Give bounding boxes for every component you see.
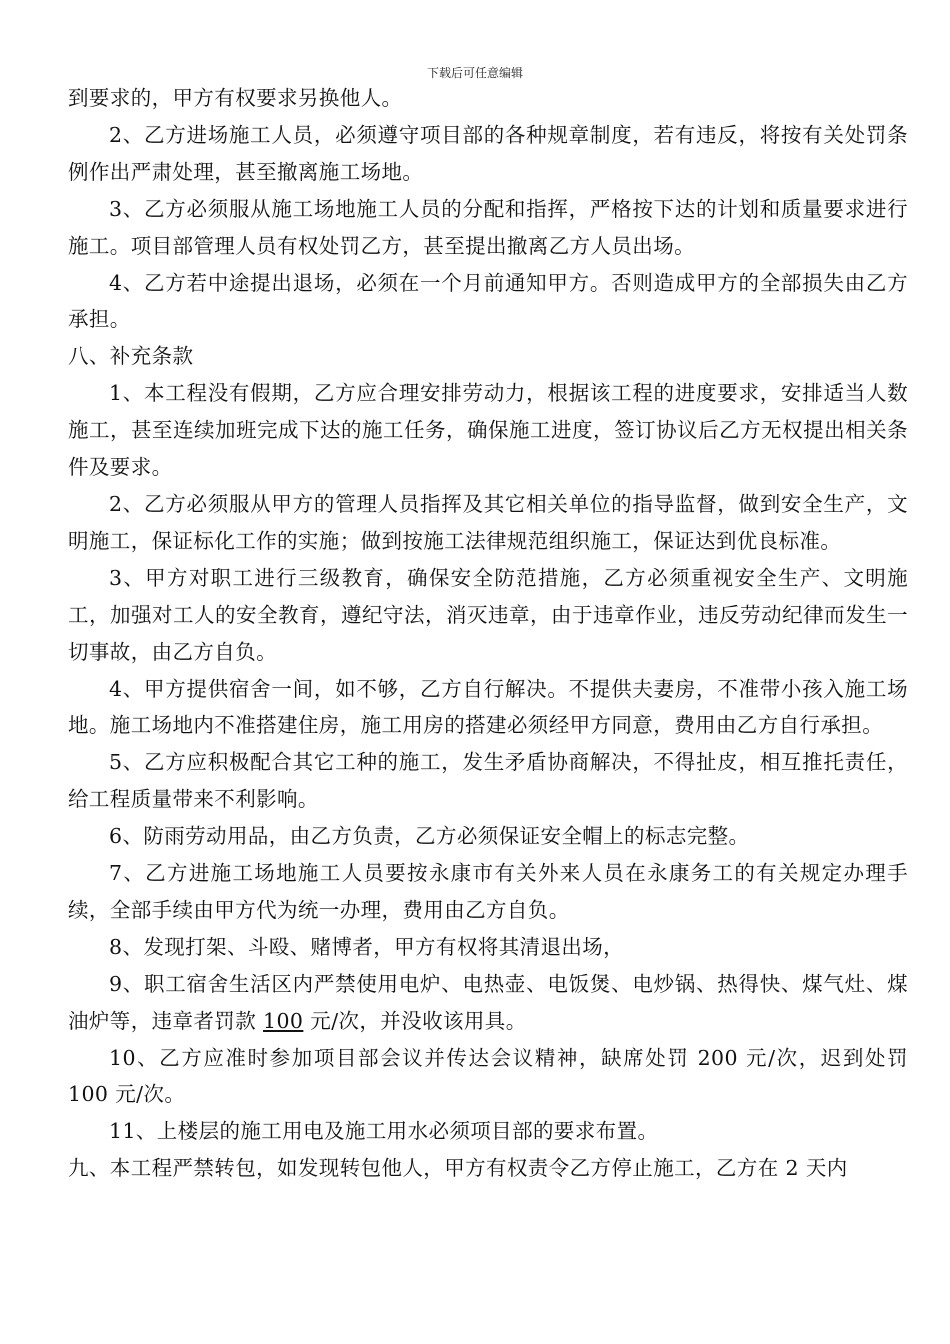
- paragraph: 10、乙方应准时参加项目部会议并传达会议精神，缺席处罚 200 元/次，迟到处罚 100 元/次。: [68, 1045, 908, 1107]
- paragraph: 4、甲方提供宿舍一间，如不够，乙方自行解决。不提供夫妻房，不准带小孩入施工场地。施工场地内不准搭建住房，施工用房的搭建必须经甲方同意，费用由乙方自行承担。: [68, 676, 908, 738]
- paragraph: 到要求的，甲方有权要求另换他人。: [68, 86, 403, 110]
- paragraph: 2、乙方进场施工人员，必须遵守项目部的各种规章制度，若有违反，将按有关处罚条例作出严肃处理，甚至撤离施工场地。: [68, 122, 908, 184]
- section-heading: 八、补充条款: [68, 344, 194, 369]
- fine-text-after: 元/次，并没收该用具。: [303, 1008, 527, 1033]
- fine-amount-underlined: 100: [263, 1008, 304, 1033]
- paragraph: 3、乙方必须服从施工场地施工人员的分配和指挥，严格按下达的计划和质量要求进行施工。项目部管理人员有权处罚乙方，甚至提出撤离乙方人员出场。: [68, 196, 908, 258]
- document-body: [68, 80, 908, 1187]
- paragraph: 8、发现打架、斗殴、赌博者，甲方有权将其清退出场，: [109, 934, 625, 959]
- section-heading: 九、本工程严禁转包，如发现转包他人，甲方有权责令乙方停止施工，乙方在 2 天内: [68, 1156, 848, 1181]
- paragraph: 6、防雨劳动用品，由乙方负责，乙方必须保证安全帽上的标志完整。: [109, 824, 750, 849]
- paragraph: 4、乙方若中途提出退场，必须在一个月前通知甲方。否则造成甲方的全部损失由乙方承担。: [68, 270, 908, 332]
- paragraph: 1、本工程没有假期，乙方应合理安排劳动力，根据该工程的进度要求，安排适当人数施工，甚至连续加班完成下达的施工任务，确保施工进度，签订协议后乙方无权提出相关条件及要求。: [68, 381, 908, 480]
- paragraph: 3、甲方对职工进行三级教育，确保安全防范措施，乙方必须重视安全生产、文明施工，加强对工人的安全教育，遵纪守法，消灭违章，由于违章作业，违反劳动纪律而发生一切事故，由乙方自负。: [68, 565, 908, 664]
- paragraph: 2、乙方必须服从甲方的管理人员指挥及其它相关单位的指导监督，做到安全生产，文明施工，保证标化工作的实施；做到按施工法律规范组织施工，保证达到优良标准。: [68, 491, 908, 553]
- fine-text-before: 9、职工宿舍生活区内严禁使用电炉、电热壶、电饭煲、电炒锅、热得快、煤气灶、煤油炉等，违章者罚款: [68, 971, 908, 1033]
- paragraph: 11、上楼层的施工用电及施工用水必须项目部的要求布置。: [109, 1119, 659, 1144]
- paragraph: 5、乙方应积极配合其它工种的施工，发生矛盾协商解决，不得扯皮，相互推托责任，给工程质量带来不利影响。: [68, 750, 908, 812]
- paragraph: 7、乙方进施工场地施工人员要按永康市有关外来人员在永康务工的有关规定办理手续，全部手续由甲方代为统一办理，费用由乙方自负。: [68, 861, 908, 922]
- header-note: 下载后可任意编辑: [426, 66, 523, 80]
- paragraph-fine: [68, 966, 908, 1040]
